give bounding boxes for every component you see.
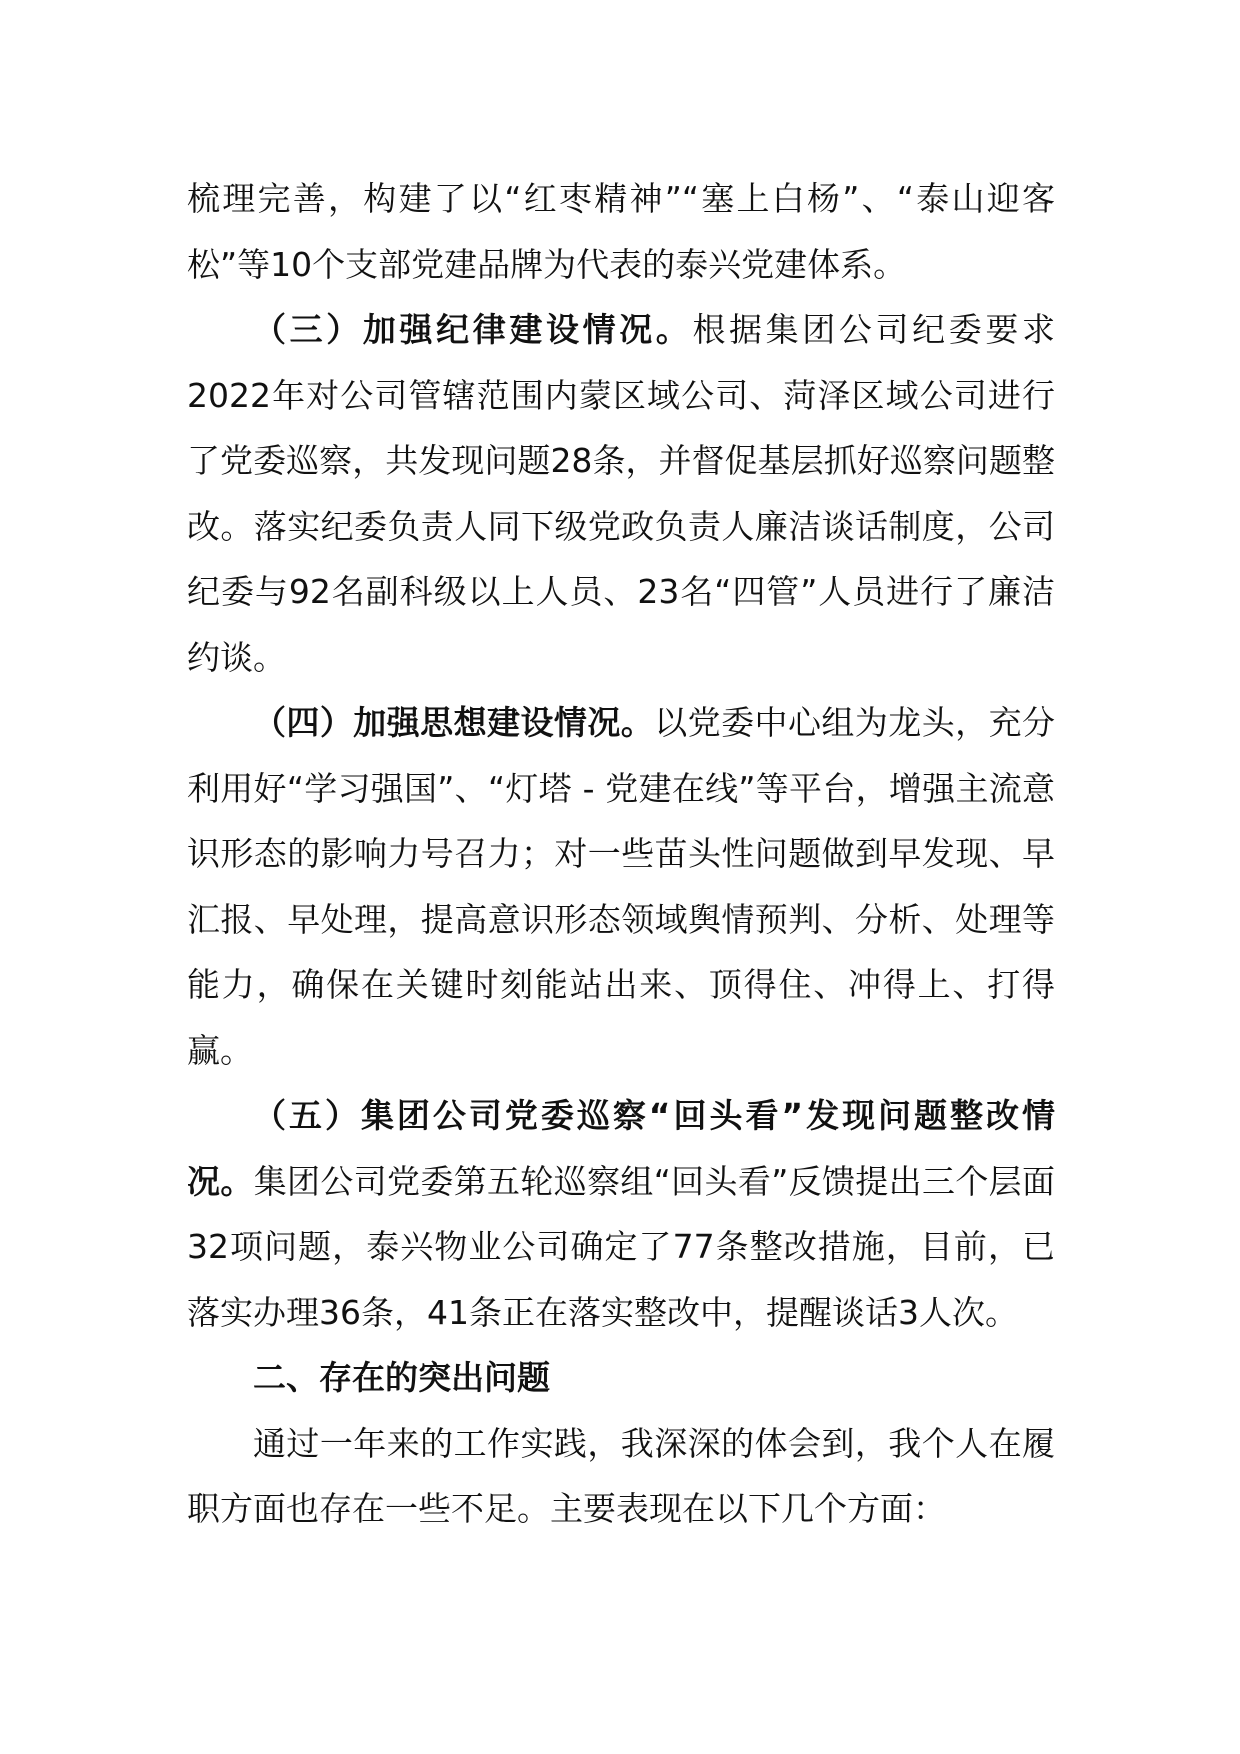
- paragraph-text: 梳理完善，构建了以“红枣精神”“塞上白杨”、“泰山迎客松”等10个支部党建品牌为代表的泰兴党建体系。: [187, 179, 1055, 284]
- paragraph-text: 根据集团公司纪委要求2022年对公司管辖范围内蒙区域公司、菏泽区域公司进行了党委巡察，共发现问题28条，并督促基层抓好巡察问题整改。落实纪委负责人同下级党政负责人廉洁谈话制度，公司纪委与92名副科级以上人员、23名“四管”人员进行了廉洁约谈。: [187, 310, 1056, 677]
- section-heading: 二、存在的突出问题: [253, 1358, 550, 1397]
- paragraph-heading: （五）集团公司党委巡察“回头看”发现问题整改情况。: [187, 1096, 1055, 1201]
- paragraph-heading: （三）加强纪律建设情况。: [253, 310, 693, 349]
- paragraph-inspection-rectification: [187, 1083, 1055, 1345]
- paragraph-text: 集团公司党委第五轮巡察组“回头看”反馈提出三个层面32项问题，泰兴物业公司确定了77条整改措施，目前，已落实办理36条，41条正在落实整改中，提醒谈话3人次。: [187, 1161, 1056, 1332]
- document-body: [187, 166, 1055, 1542]
- paragraph-shortcomings: [187, 1411, 1055, 1542]
- paragraph-brand-system: [187, 166, 1055, 297]
- paragraph-ideology: [187, 690, 1055, 1083]
- paragraph-text: 通过一年来的工作实践，我深深的体会到，我个人在履职方面也存在一些不足。主要表现在以下几个方面：: [187, 1423, 1055, 1528]
- paragraph-discipline: [187, 297, 1055, 690]
- paragraph-heading: （四）加强思想建设情况。: [253, 703, 655, 742]
- paragraph-text: 以党委中心组为龙头，充分利用好“学习强国”、“灯塔 - 党建在线”等平台，增强主流意识形态的影响力号召力；对一些苗头性问题做到早发现、早汇报、早处理，提高意识形态领域舆情预判、分析、处理等能力，确保在关键时刻能站出来、顶得住、冲得上、打得赢。: [187, 703, 1056, 1070]
